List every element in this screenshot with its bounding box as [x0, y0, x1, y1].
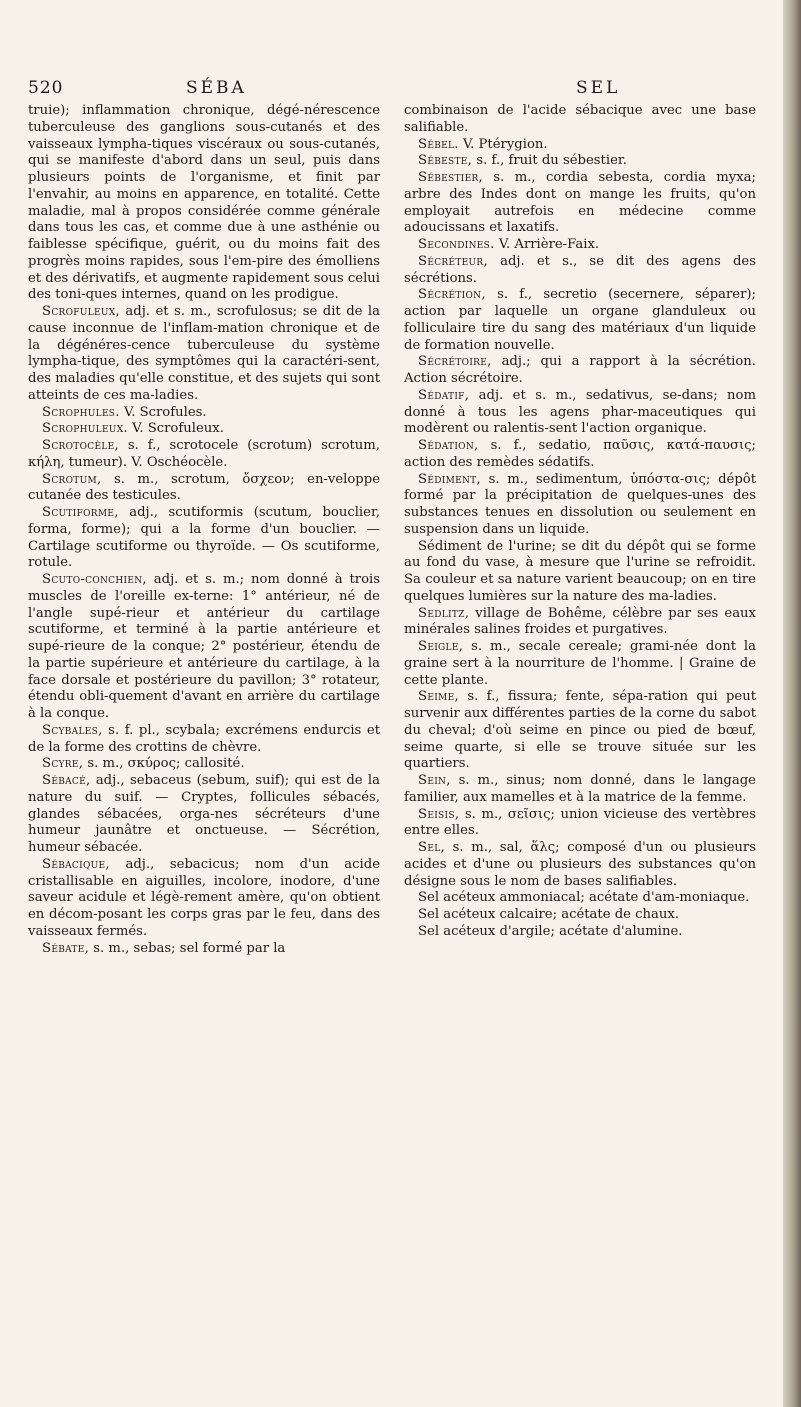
- entry-text: adj. et s. m.; nom donné à trois muscles de l'oreille ex-terne: 1° antérieur, né de l'angle supé-rieur et antérieur du cartilage scutiforme, et terminé à la partie antérieure et supé-rieure de la conque; 2° postérieur, étendu de la partie supérieure et antérieure du cartilage, à la face dorsale et postérieure du pavillon; 3° rotateur, étendu obli-quement d'avant en arrière du cartilage à la conque.: [28, 572, 380, 721]
- dictionary-entry: [28, 723, 380, 757]
- entry-text: s. m., sebas; sel formé par la: [89, 940, 286, 956]
- entry-text: s. f., fissura; fente, sépa-ration qui peut survenir aux différentes parties de la corne du sabot du cheval; d'où seime en pince ou pied de bœuf, seime quarte, si elle se trouve située sur les quartiers.: [404, 689, 756, 772]
- dictionary-entry: [404, 137, 756, 154]
- entry-text: adj., scutiformis (scutum, bouclier, forma, forme); qui a la forme d'un bouclier. — Cartilage scutiforme ou thyroïde. — Os scutiforme, rotule.: [28, 505, 380, 571]
- running-header: [28, 78, 768, 100]
- entry-headword: Sébate,: [42, 940, 90, 956]
- dictionary-entry: [404, 773, 756, 807]
- entry-headword: Sécréteur,: [418, 253, 488, 269]
- dictionary-entry: [404, 237, 756, 254]
- dictionary-entry: [404, 438, 756, 472]
- dictionary-entry: [404, 924, 756, 941]
- entry-text: truie); inflammation chronique, dégé-nérescence tuberculeuse des ganglions sous-cutanés et des vaisseaux lympha-tiques viscéraux ou sous-cutanés, qui se manifeste d'abord dans un seul, puis dans plusieurs points de l'organisme, et finit par l'envahir, au moins en apparence, en totalité. Cette maladie, mal à propos considérée comme générale dans tous les cas, et comme due à une asthénie ou faiblesse spécifique, guérit, ou du moins fait des progrès moins rapides, sous l'em-pire des émolliens et des dérivatifs, et augmente rapidement sous celui des toni-ques internes, quand on les prodigue.: [28, 103, 380, 303]
- right-column: [404, 103, 756, 941]
- entry-headword: Sécrétoire,: [418, 354, 492, 370]
- entry-text: s. f., scrotocele (scrotum) scrotum, κήλη, tumeur). V. Oschéocèle.: [28, 438, 380, 470]
- entry-text: s. f., sedatio, παῦσις, κατά-παυσις; action des remèdes sédatifs.: [404, 438, 756, 470]
- entry-text: V. Scrofules.: [119, 404, 207, 420]
- entry-text: s. m., sinus; nom donné, dans le langage familier, aux mamelles et à la matrice de la femme.: [404, 773, 756, 805]
- dictionary-entry: [404, 840, 756, 890]
- entry-headword: Scyre,: [42, 756, 84, 772]
- entry-text: s. m., σκύρος; callosité.: [83, 756, 245, 772]
- entry-headword: Scrotum,: [42, 471, 102, 487]
- dictionary-entry: [404, 388, 756, 438]
- left-column: [28, 103, 380, 957]
- dictionary-entry: [404, 907, 756, 924]
- entry-text: s. f., fruit du sébestier.: [472, 153, 627, 169]
- entry-headword: Sel,: [418, 840, 445, 855]
- dictionary-entry: [28, 857, 380, 941]
- entry-headword: Sein,: [418, 773, 451, 788]
- entry-headword: Scrotocèle,: [42, 438, 119, 453]
- entry-headword: Sébacique,: [42, 856, 110, 872]
- dictionary-entry: [28, 304, 380, 405]
- entry-text: adj. et s., se dit des agens des sécrétions.: [404, 253, 756, 286]
- entry-text: Sel acéteux d'argile; acétate d'alumine.: [418, 923, 683, 939]
- left-running-word: SÉBA: [186, 78, 247, 98]
- entry-headword: Sébacé,: [42, 773, 91, 788]
- entry-text: adj., sebacicus; nom d'un acide cristallisable en aiguilles, incolore, inodore, d'une saveur acidule et légè-rement amère, qu'on obtient en décom-posant les corps gras par le feu, dans des vaisseaux fermés.: [28, 856, 380, 939]
- dictionary-entry: [404, 103, 756, 137]
- entry-text: s. m., sedimentum, ὑπόστα-σις; dépôt formé par la précipitation de quelques-unes des substances tenues en dissolution ou seulement en suspension dans un liquide.: [404, 471, 756, 537]
- entry-headword: Scrophules.: [42, 404, 120, 420]
- dictionary-entry: [28, 505, 380, 572]
- entry-headword: Seime,: [418, 689, 459, 705]
- entry-headword: Scybales,: [42, 722, 103, 738]
- entry-headword: Sécrétion,: [418, 287, 486, 303]
- entry-text: s. m., cordia sebesta, cordia myxa; arbre des Indes dont on mange les fruits, qu'on employait autrefois en médecine comme adoucissans et laxatifs.: [404, 170, 756, 236]
- entry-text: Sédiment de l'urine; se dit du dépôt qui se forme au fond du vase, à mesure que l'urine se refroidit. Sa couleur et sa nature varient beaucoup; on en tire quelques lumières sur la nature des ma-ladies.: [404, 538, 756, 604]
- entry-text: combinaison de l'acide sébacique avec une base salifiable.: [404, 103, 756, 135]
- entry-headword: Scrophuleux.: [42, 421, 128, 437]
- entry-text: adj. et s. m., sedativus, se-dans; nom donné à tous les agens phar-maceutiques qui modèrent ou ralentis-sent l'action organique.: [404, 387, 756, 437]
- dictionary-entry: [28, 438, 380, 472]
- entry-headword: Sédatif,: [418, 387, 470, 403]
- dictionary-entry: [404, 170, 756, 237]
- entry-headword: Sébel.: [418, 136, 459, 152]
- entry-headword: Scrofuleux,: [42, 304, 120, 319]
- dictionary-entry: [28, 756, 380, 773]
- entry-text: s. m., secale cereale; grami-née dont la graine sert à la nourriture de l'homme. | Graine de cette plante.: [404, 639, 756, 688]
- entry-text: V. Arrière-Faix.: [494, 237, 600, 252]
- entry-text: V. Scrofuleux.: [127, 421, 224, 437]
- dictionary-entry: [404, 472, 756, 539]
- entry-headword: Sébestier,: [418, 170, 484, 185]
- entry-headword: Sedlitz,: [418, 605, 470, 621]
- dictionary-entry: [404, 606, 756, 640]
- dictionary-entry: [28, 941, 380, 958]
- dictionary-entry: [404, 287, 756, 354]
- entry-headword: Sédation,: [418, 438, 479, 453]
- entry-text: s. m., σεῖσις; union vicieuse des vertèbres entre elles.: [404, 806, 756, 839]
- dictionary-entry: [404, 639, 756, 689]
- entry-text: village de Bohême, célèbre par ses eaux minérales salines froides et purgatives.: [404, 605, 756, 638]
- entry-text: Sel acéteux ammoniacal; acétate d'am-moniaque.: [418, 890, 750, 906]
- entry-headword: Seigle,: [418, 639, 464, 654]
- dictionary-entry: [404, 254, 756, 288]
- dictionary-entry: [404, 807, 756, 841]
- dictionary-entry: [404, 354, 756, 388]
- entry-text: V. Ptérygion.: [458, 136, 548, 152]
- entry-text: s. m., sal, ἅλς; composé d'un ou plusieurs acides et d'une ou plusieurs des substances qu'on désigne sous le nom de bases salifiables.: [404, 840, 756, 889]
- dictionary-entry: [28, 572, 380, 723]
- entry-headword: Scutiforme,: [42, 505, 119, 520]
- dictionary-entry: [28, 103, 380, 304]
- page-number: 520: [28, 78, 64, 98]
- right-running-word: SEL: [576, 78, 621, 98]
- dictionary-entry: [404, 689, 756, 773]
- entry-text: adj., sebaceus (sebum, suif); qui est de la nature du suif. — Cryptes, follicules sébacés, glandes sébacées, orga-nes sécréteurs d'une humeur jaunâtre et onctueuse. — Sécrétion, humeur sébacée.: [28, 773, 380, 855]
- dictionary-entry: [28, 405, 380, 422]
- entry-text: s. f., secretio (secernere, séparer); action par laquelle un organe glanduleux ou folliculaire tire du sang des matériaux d'un liquide de formation nouvelle.: [404, 287, 756, 353]
- entry-text: Sel acéteux calcaire; acétate de chaux.: [418, 907, 680, 922]
- entry-text: adj.; qui a rapport à la sécrétion. Action sécrétoire.: [404, 354, 756, 386]
- entry-text: s. m., scrotum, ὄσχεον; en-veloppe cutanée des testicules.: [28, 471, 380, 504]
- dictionary-entry: [28, 472, 380, 506]
- entry-headword: Secondines.: [418, 237, 495, 252]
- dictionary-entry: [28, 773, 380, 857]
- dictionary-entry: [404, 153, 756, 170]
- dictionary-entry: [28, 421, 380, 438]
- entry-headword: Sébeste,: [418, 153, 473, 169]
- page-edge: [783, 0, 801, 1407]
- dictionary-entry: [404, 539, 756, 606]
- dictionary-entry: [404, 890, 756, 907]
- entry-text: adj. et s. m., scrofulosus; se dit de la cause inconnue de l'inflam-mation chronique et de la dégénéres-cence tuberculeuse du système lympha-tique, des symptômes qui la caractéri-sent, des maladies qu'elle constitue, et des sujets qui sont atteints de ces ma-ladies.: [28, 304, 380, 403]
- entry-headword: Scuto-conchien,: [42, 572, 147, 587]
- entry-text: s. f. pl., scybala; excrémens endurcis et de la forme des crottins de chèvre.: [28, 722, 380, 755]
- entry-headword: Seisis,: [418, 806, 460, 822]
- entry-headword: Sédiment,: [418, 471, 481, 487]
